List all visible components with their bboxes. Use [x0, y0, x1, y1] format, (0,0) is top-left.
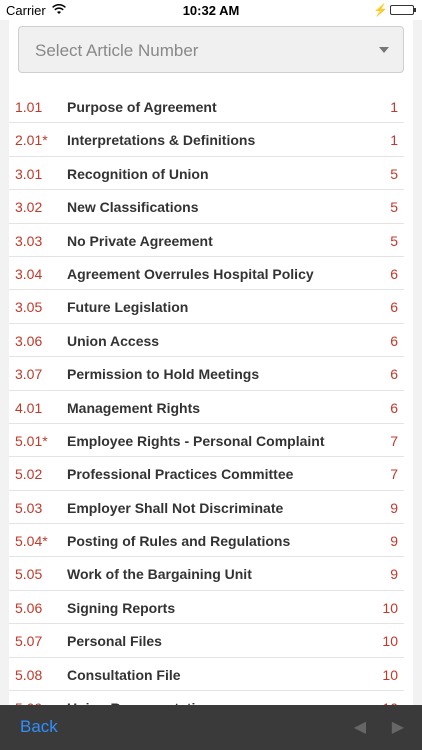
article-page: 5: [390, 199, 398, 216]
article-number: 5.01*: [15, 432, 48, 449]
article-page: 5: [390, 232, 398, 249]
article-row[interactable]: [9, 457, 404, 490]
article-page: 1: [390, 99, 398, 115]
article-number: 5.04*: [15, 533, 48, 550]
article-page: 10: [382, 599, 398, 616]
article-page: 5: [390, 165, 398, 182]
article-number: 1.01: [15, 99, 43, 115]
article-page: 9: [390, 533, 398, 550]
article-title: Posting of Rules and Regulations: [67, 533, 291, 550]
article-row[interactable]: [9, 90, 404, 123]
status-bar: [0, 0, 422, 20]
article-row[interactable]: [9, 557, 404, 590]
article-title: Union Access: [67, 332, 160, 349]
article-title: New Classifications: [67, 199, 199, 216]
article-number: 5.02: [15, 466, 43, 483]
article-page: 7: [390, 466, 398, 483]
article-title: Employee Rights - Personal Complaint: [67, 432, 325, 449]
article-number: 3.04: [15, 265, 43, 282]
article-row[interactable]: [9, 658, 404, 691]
article-title: Employer Shall Not Discriminate: [67, 499, 284, 516]
article-page: 9: [390, 566, 398, 583]
article-row[interactable]: [9, 357, 404, 390]
article-page: 6: [390, 332, 398, 349]
article-number: 4.01: [15, 399, 43, 416]
article-page: 6: [390, 265, 398, 282]
article-page: 9: [390, 499, 398, 516]
article-row[interactable]: [9, 591, 404, 624]
article-page: 6: [390, 299, 398, 316]
article-number: 3.01: [15, 165, 43, 182]
article-row[interactable]: [9, 491, 404, 524]
back-button[interactable]: Back: [20, 717, 58, 736]
article-title: Permission to Hold Meetings: [67, 366, 260, 383]
article-row[interactable]: [9, 190, 404, 223]
dropdown-caret-icon: [379, 47, 389, 53]
article-number: 5.08: [15, 666, 43, 683]
article-page: 6: [390, 366, 398, 383]
article-title: No Private Agreement: [67, 232, 213, 249]
article-title: Purpose of Agreement: [67, 99, 217, 115]
article-title: Professional Practices Committee: [67, 466, 294, 483]
article-number: 3.02: [15, 199, 43, 216]
article-title: Management Rights: [67, 399, 201, 416]
article-title: Work of the Bargaining Unit: [67, 566, 252, 583]
article-number: 3.03: [15, 232, 43, 249]
article-row[interactable]: [9, 391, 404, 424]
article-row[interactable]: [9, 624, 404, 657]
carrier-label: Carrier: [6, 3, 46, 18]
select-placeholder: Select Article Number: [35, 41, 199, 60]
article-title: Agreement Overrules Hospital Policy: [67, 265, 314, 282]
content-area: [0, 20, 422, 705]
article-row[interactable]: [9, 157, 404, 190]
article-number-select[interactable]: [18, 26, 404, 73]
left-arrow-icon[interactable]: ◀: [353, 719, 366, 736]
article-page: 1: [390, 132, 398, 149]
article-number: 5.05: [15, 566, 43, 583]
article-row[interactable]: [9, 123, 404, 156]
right-arrow-icon[interactable]: ▶: [391, 719, 404, 736]
article-page: 10: [382, 633, 398, 650]
article-number: 5.07: [15, 633, 43, 650]
article-number: 3.06: [15, 332, 43, 349]
article-title: Consultation File: [67, 666, 181, 683]
article-row[interactable]: [9, 224, 404, 257]
article-row[interactable]: [9, 290, 404, 323]
article-row[interactable]: [9, 424, 404, 457]
article-title: Recognition of Union: [67, 165, 209, 182]
status-time: 10:32 AM: [182, 3, 240, 18]
article-title: Interpretations & Definitions: [67, 132, 256, 149]
battery-icon: [390, 5, 414, 15]
article-page: 6: [390, 399, 398, 416]
article-row[interactable]: [9, 524, 404, 557]
article-number: 2.01*: [15, 132, 48, 149]
article-number: 3.07: [15, 366, 43, 383]
charging-icon: ⚡: [373, 3, 388, 17]
article-number: 3.05: [15, 299, 43, 316]
article-number: 5.03: [15, 499, 43, 516]
article-title: Signing Reports: [67, 599, 176, 616]
article-title: Personal Files: [67, 633, 162, 650]
bottom-toolbar: [0, 705, 422, 750]
article-row[interactable]: [9, 324, 404, 357]
article-page: 10: [382, 666, 398, 683]
article-row[interactable]: [9, 257, 404, 290]
article-page: 7: [390, 432, 398, 449]
article-list: [9, 90, 404, 724]
article-title: Future Legislation: [67, 299, 189, 316]
article-number: 5.06: [15, 599, 43, 616]
